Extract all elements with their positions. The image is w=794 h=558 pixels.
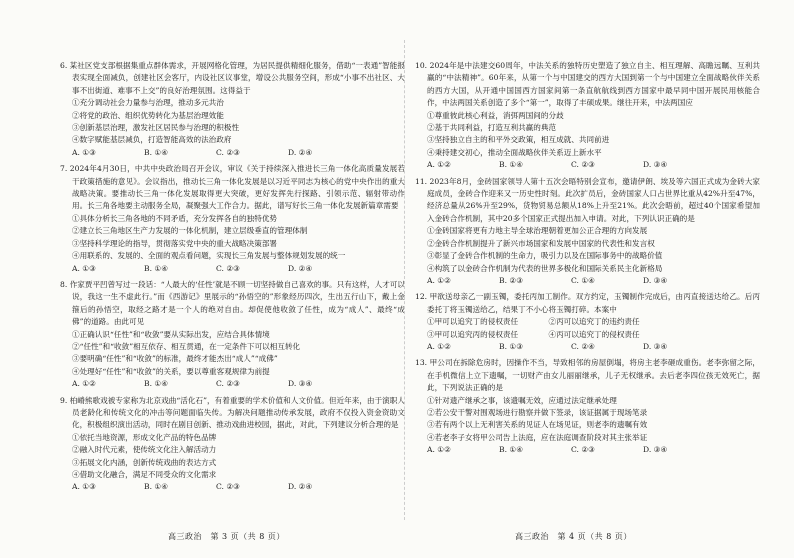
question-stem: 13. 甲公司在拆除危房时，因操作不当，导致相邻的房屋倒塌，将房主老李砸成重伤。老李弥留之际，在手机微信上立下遗嘱，一切财产由女儿丽丽继承，儿子无权继承。去后老李四位孩无效死亡，据此，下列说法正确的是	[415, 358, 760, 393]
question-12	[415, 291, 760, 353]
option-c: C. ①④	[571, 275, 595, 285]
option-b: B. ①④	[144, 263, 169, 273]
statement-item: ①金砖国家将更有力地主导全球治理朝着更加公正合理的方向发展	[427, 226, 648, 236]
statement-item: ①充分调动社会力量参与治理，推动多元共治	[72, 98, 224, 108]
option-b: B. ①④	[144, 147, 169, 157]
statement-item: ③要明确“任性”和“收敛”的标准，最终才能杰出“成人”“成佛”	[72, 354, 278, 364]
page-footer-right: 高三政治 第 4 页（共 8 页）	[515, 532, 632, 541]
question-6	[60, 60, 405, 159]
statement-item: ②“任性”和“收敛”相互依存、相互贯通，在一定条件下可以相互转化	[72, 341, 301, 351]
right-column	[415, 60, 760, 461]
option-b: B. ①③	[499, 341, 524, 351]
statement-item: ④若老李子女将甲公司告上法庭，应在法庭调查阶段对其主张举证	[427, 432, 648, 442]
option-d: D. ③④	[643, 341, 668, 351]
option-a: A. ①③	[72, 482, 96, 492]
question-13	[415, 357, 760, 456]
question-9	[60, 395, 405, 494]
option-a: A. ①③	[72, 263, 96, 273]
option-a: A. ①②	[427, 445, 451, 455]
answer-options	[415, 159, 760, 171]
page-footer-left: 高三政治 第 3 页（共 8 页）	[168, 532, 285, 541]
option-c: C. ②③	[216, 147, 240, 157]
statement-item: ①依托当地资源，形成文化产品的特色品牌	[72, 432, 217, 442]
option-c: C. ②③	[216, 379, 240, 389]
option-b: B. ②③	[499, 275, 524, 285]
question-stem: 7. 2024年4月30日，中共中央政治局召开会议，审议《关于持续深入推进长三角一体化高质量发展若干政策措施的意见》。会议指出，推动长三角一体化发展是以习近平同志为核心的党中央作出的重大战略决策。要推动长三角一体化发展取得更大突破，更好发挥先行探路、引领示范、辐射带动作用。长三角各地要主动服务全局，凝聚强大工作合力。据此，谱写好长三角一体化发展新篇章需要	[60, 164, 405, 211]
statement-item: ④构筑了以金砖合作机制为代表的世界多极化和国际关系民主化新格局	[427, 263, 663, 273]
statement-item: ②金砖合作机制提升了新兴市场国家和发展中国家的代表性和发言权	[427, 238, 655, 248]
statement-item: ①甲可以追究丁的侵权责任 ②丙可以追究丁的违约责任	[427, 317, 640, 327]
option-d: D. ②④	[288, 263, 313, 273]
option-d: D. ②④	[288, 482, 313, 492]
option-c: C. ②④	[571, 341, 595, 351]
statement-item: ②基于共同利益，打造互利共赢的典范	[427, 123, 557, 133]
question-stem: 10. 2024年是中法建交60周年，中法关系的独特历史塑造了独立自主、相互理解、高瞻远瞩、互利共赢的“中法精神”。60年来，从第一个与中国建交的西方大国到第一个与中国建立全面战略伙伴关系的西方大国，从开通中国国西方国家间第一条直航航线到西方国家中最早同中国开展民用核能合作，中法两国关系创造了多个“第一”，取得了丰硕成果。继往开来，中法两国应	[415, 61, 760, 108]
option-a: A. ①②	[427, 341, 451, 351]
option-a: A. ①③	[72, 147, 96, 157]
statement-item: ③坚持科学理论的指导，贯彻落实党中央的重大战略决策部署	[72, 238, 278, 248]
option-a: A. ①②	[427, 160, 451, 170]
option-a: A. ①②	[427, 275, 451, 285]
option-d: D. ③④	[643, 445, 668, 455]
option-c: C. ②③	[571, 160, 595, 170]
question-stem: 8. 作家贾平凹曾写过一段话：“人最大的‘任性’就是不顾一切坚持做自己喜欢的事。只有这样，人才可以说，我这一生不虚此行。”而《西游记》里展示的“孙悟空的”形象经历四次，生出五行山下，戴上金箍后的孙悟空，取经之路才是一个人的绝对自由。却促使他收敛了任性，成为“成人”、最终“成佛”的道路。由此可见	[60, 279, 405, 327]
option-d: D. ③④	[288, 379, 313, 389]
statement-item: ③坚持独立自主的和平外交政策，相互成就、共同前进	[427, 135, 610, 145]
question-11	[415, 176, 760, 288]
statement-item: ①尊重彼此核心利益，消弭两国间的分歧	[427, 110, 564, 120]
answer-options	[60, 481, 405, 493]
statement-item: ④数字赋能基层减负，打造智能高效的法治政府	[72, 135, 232, 145]
option-b: B. ①④	[499, 445, 524, 455]
answer-options	[415, 444, 760, 456]
answer-options	[60, 378, 405, 390]
option-c: C. ②③	[216, 263, 240, 273]
statement-item: ③若有两个以上无利害关系的见证人在场见证，则老李的遗嘱有效	[427, 420, 648, 430]
statement-item: ②融入时代元素，使传统文化注入解活动力	[72, 445, 217, 455]
statement-item: ④秉持建交初心，推动全面战略伙伴关系迈上新水平	[427, 147, 602, 157]
question-stem: 12. 甲欲送母亲乙一副玉镯，委托丙加工制作。双方约定，玉镯制作完成后，由丙直接送达给乙。后丙委托丁将玉镯送给乙，结果丁不小心将玉镯打碎。本案中	[415, 292, 760, 314]
question-stem: 11. 2023年8月，金砖国家领导人第十五次会晤特别会宣布，邀请伊朗、埃及等六国正式成为金砖大家庭成员，金砖合作迎来又一历史性时刻。此次扩员后，金砖国家人口占世界比重从42%升至47%，经济总量从26%升至29%，货物贸易总额从18%上升至21%。此次会晤前，超过40个国家希望加入金砖合作机制，其中20多个国家正式提出加入申请。对此，下列认识正确的是	[415, 176, 760, 223]
option-a: A. ①②	[72, 379, 96, 389]
statement-item: ③拓展文化内涵，创新传统戏曲的表达方式	[72, 457, 217, 467]
statement-item: ④处理好“任性”和“收敛”的关系，要以尊重客观规律为前提	[72, 366, 270, 376]
answer-options	[415, 275, 760, 287]
option-b: B. ①④	[499, 160, 524, 170]
page-divider	[404, 40, 405, 520]
option-c: C. ②③	[216, 482, 240, 492]
left-column	[60, 60, 405, 498]
statement-item: ①正确认识“任性”和“收敛”要从实际出发，应结合具体情境	[72, 329, 270, 339]
option-c: C. ②③	[571, 445, 595, 455]
statement-item: ②若公安干警对围观场进行勘察并做下签录，该证据属于现场笔录	[427, 407, 648, 417]
answer-options	[60, 147, 405, 159]
question-7	[60, 163, 405, 275]
option-b: B. ①④	[144, 482, 169, 492]
answer-options	[60, 263, 405, 275]
statement-item: ④借助文化融合，满足不同受众的文化需求	[72, 470, 217, 479]
statement-item: ②将党的政治、组织优势转化为基层治理效能	[72, 110, 224, 120]
statement-item: ③彰显了金砖合作机制的生命力，吸引力以及在国际事务中的战略价值	[427, 251, 663, 261]
statement-item: ③甲可以追究丙的侵权责任 ④丙可以追究丁的侵权责任	[427, 329, 640, 339]
statement-item: ①针对遗产继承之事，该遗嘱无效，应通过法定继承处理	[427, 395, 617, 405]
option-b: B. ①④	[144, 379, 169, 389]
statement-item: ①具体分析长三角各地的不同矛盾，充分发挥各自的独特优势	[72, 213, 278, 223]
question-8	[60, 279, 405, 391]
option-d: D. ③④	[643, 160, 668, 170]
statement-item: ②建立长三角地区生产力发展的一体化机制，建立层级垂直的管理体制	[72, 226, 308, 236]
option-d: D. ③④	[643, 275, 668, 285]
question-10	[415, 60, 760, 172]
question-stem: 6. 某社区党支部根据集重点群体需求，开展网格化管理，为居民提供精细化服务，借助“一表通”智能报表实现全面减负，创建社区会客厅，内设社区议事堂，增设公共服务空间，形成“小事不出社区、大事不出街道、难事不上交”的良好治理氛围。这得益于	[60, 61, 405, 95]
question-stem: 9. 柏嵴熊歌戏被专家称为北京戏曲“活化石”，有着重要的学术价值和人文价值。但近年来，由于演职人员老龄化和传统文化的冲击等问题面临失传。为解决问题推动传承发展，政府不仅投入资金资助文化，积极组织演出活动，同时在剧目创新、推动戏曲进校园，据此，对此，下列建议分析合理的是	[60, 395, 405, 430]
statement-item: ④用联系的、发展的、全面的观点看问题，实现长三角发展与整体规划发展的统一	[72, 251, 346, 261]
statement-item: ③创新基层治理，激发社区居民参与治理的积极性	[72, 123, 240, 133]
option-d: D. ②④	[288, 147, 313, 157]
answer-options	[415, 341, 760, 353]
